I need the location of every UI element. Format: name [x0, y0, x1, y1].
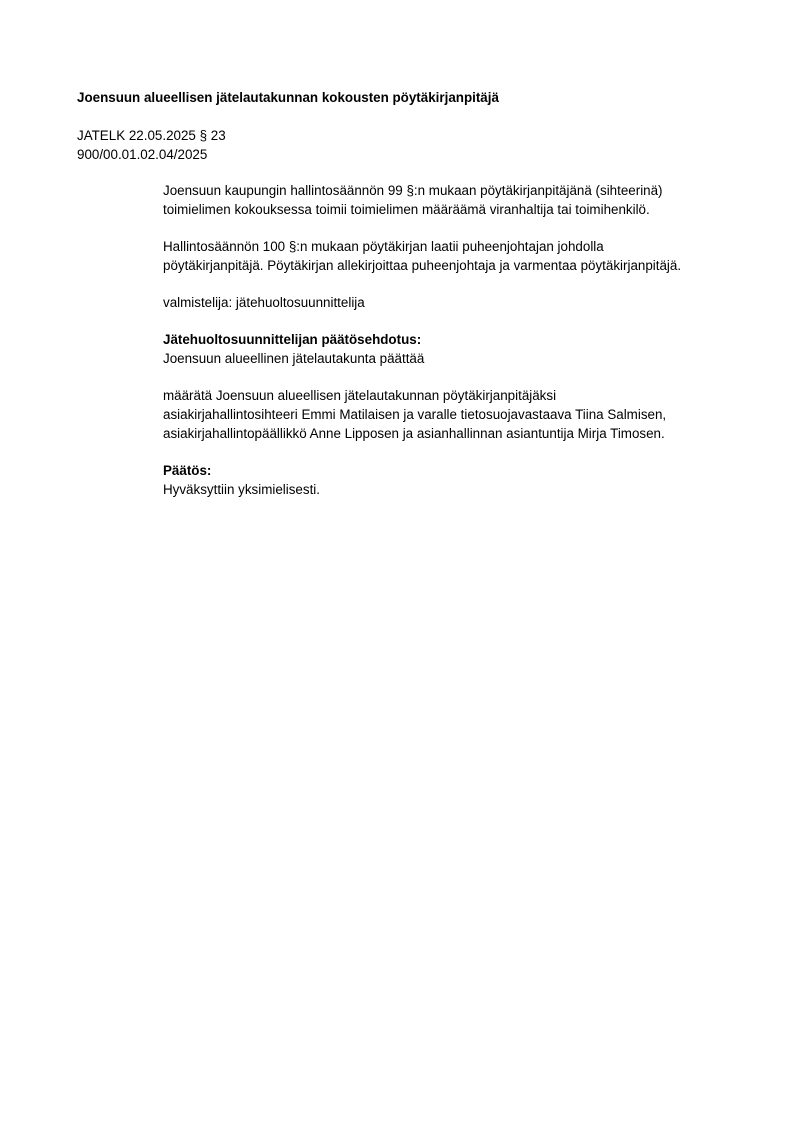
record-number: 900/00.01.02.04/2025 [77, 147, 208, 162]
preparer-text: valmistelija: jätehuoltosuunnittelija [163, 295, 365, 310]
paragraph-line: Joensuun kaupungin hallintosäännön 99 §:n mukaan pöytäkirjanpitäjänä (sihteerinä) [163, 183, 663, 198]
paragraph-line: Hallintosäännön 100 §:n mukaan pöytäkirjan laatii puheenjohtajan johdolla [163, 239, 604, 254]
proposal-text: Joensuun alueellinen jätelautakunta päättää [163, 351, 425, 366]
paragraph-line: pöytäkirjanpitäjä. Pöytäkirjan allekirjoittaa puheenjohtaja ja varmentaa pöytäkirjanpitäjä. [163, 258, 682, 273]
decision-text: Hyväksyttiin yksimielisesti. [163, 482, 320, 497]
decision-section [163, 461, 763, 499]
decision-proposal-text [163, 386, 763, 443]
document-reference [77, 126, 226, 164]
paragraph-line: asiakirjahallintopäällikkö Anne Lipposen ja asianhallinnan asiantuntija Mirja Timosen. [163, 426, 665, 441]
paragraph-rules-100 [163, 237, 763, 275]
meeting-reference: JATELK 22.05.2025 § 23 [77, 128, 226, 143]
paragraph-line: toimielimen kokouksessa toimii toimielimen määräämä viranhaltija tai toimihenkilö. [163, 202, 650, 217]
paragraph-line: asiakirjahallintosihteeri Emmi Matilaisen ja varalle tietosuojavastaava Tiina Salmisen, [163, 407, 667, 422]
proposal-heading: Jätehuoltosuunnittelijan päätösehdotus: [163, 332, 422, 347]
decision-heading: Päätös: [163, 463, 212, 478]
paragraph-rules-99 [163, 181, 763, 219]
paragraph-line: määrätä Joensuun alueellisen jätelautakunnan pöytäkirjanpitäjäksi [163, 388, 557, 403]
preparer-line [163, 293, 763, 312]
document-title: Joensuun alueellisen jätelautakunnan kokousten pöytäkirjanpitäjä [77, 90, 499, 105]
proposal-section [163, 330, 763, 368]
document-body [163, 181, 763, 517]
